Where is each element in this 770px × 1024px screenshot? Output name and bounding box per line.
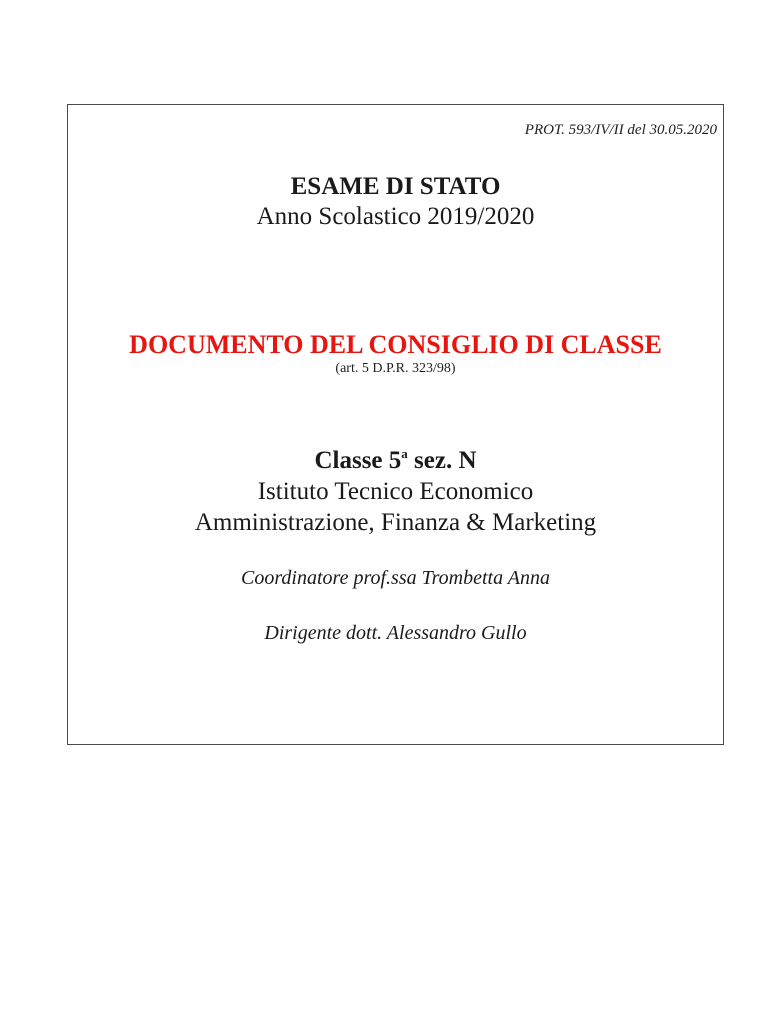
legal-reference: (art. 5 D.P.R. 323/98) <box>335 361 456 376</box>
coordinator: Coordinatore prof.ssa Trombetta Anna <box>241 567 550 589</box>
protocol-number: PROT. 593/IV/II del 30.05.2020 <box>524 122 717 138</box>
document-title: DOCUMENTO DEL CONSIGLIO DI CLASSE <box>129 330 662 359</box>
class-prefix: Classe 5 <box>314 447 402 474</box>
class-heading <box>68 447 723 475</box>
institute-name: Istituto Tecnico Economico <box>257 478 534 505</box>
cover-frame <box>67 104 724 745</box>
principal: Dirigente dott. Alessandro Gullo <box>264 622 527 644</box>
institute-track: Amministrazione, Finanza & Marketing <box>194 509 597 536</box>
school-year: Anno Scolastico 2019/2020 <box>256 203 535 230</box>
class-suffix: sez. N <box>407 447 477 474</box>
class-superscript: a <box>401 446 408 461</box>
exam-title: ESAME DI STATO <box>290 173 501 200</box>
